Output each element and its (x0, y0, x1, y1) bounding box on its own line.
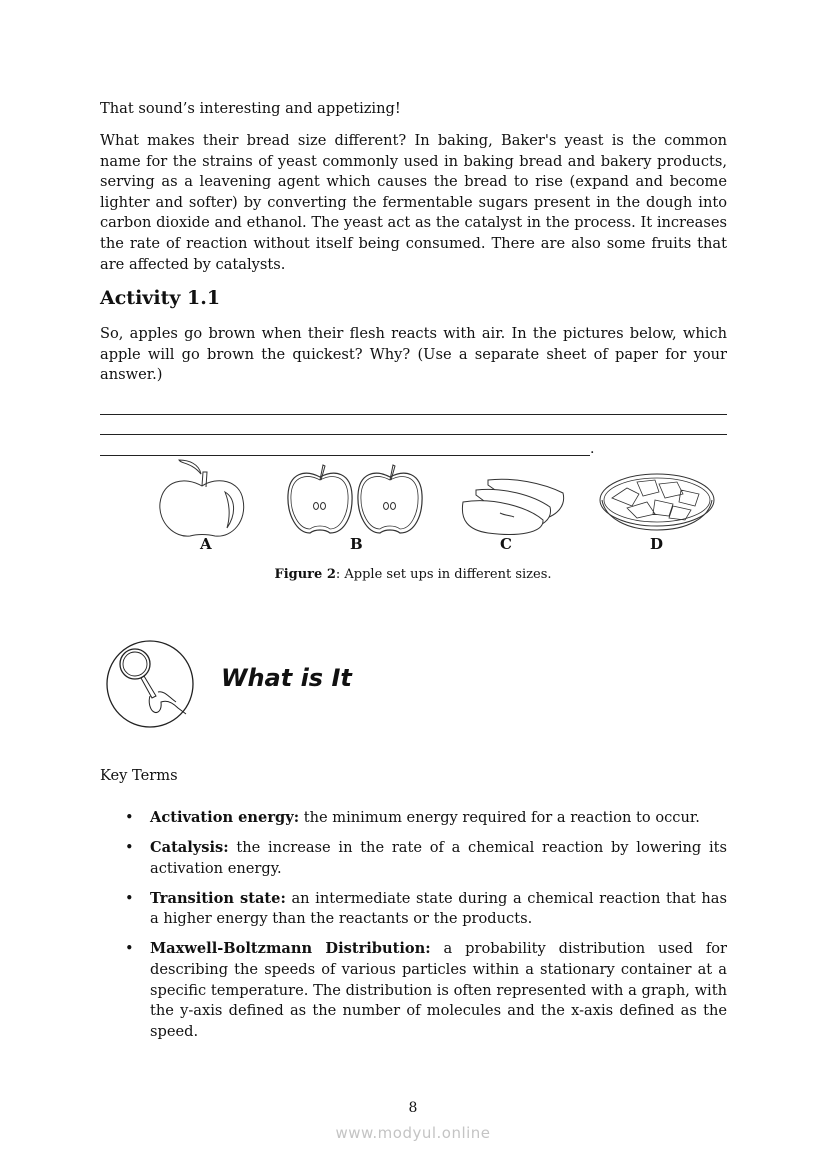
watermark-link[interactable]: www.modyul.online (335, 1124, 491, 1142)
answer-end-mark: . (590, 441, 595, 457)
term-definition: the minimum energy required for a reaction to occur. (299, 809, 700, 826)
key-terms-list (100, 808, 727, 1052)
section-title: What is It (221, 664, 352, 692)
intro-paragraph: What makes their bread size different? In baking, Baker's yeast is the common name for the strains of yeast commonly used in baking bread and bakery products, serving as a leavening agent which causes the bread to rise (expand and become lighter and softer) by converting the fermentable sugars present in the dough into carbon dioxide and ethanol. The yeast act as the catalyst in the process. It increases the rate of reaction without itself being consumed. There are also some fruits that are affected by catalysts. (100, 132, 727, 273)
bullet-icon: • (125, 940, 134, 958)
key-terms-heading: Key Terms (100, 767, 178, 784)
bullet-icon: • (125, 839, 134, 857)
term-definition: an intermediate state during a chemical reaction that has a higher energy than the reactants or the products. (150, 889, 728, 928)
term-label: Transition state: (150, 889, 286, 907)
figure-label-b: B (350, 535, 363, 553)
list-item (100, 808, 727, 829)
figure-caption-text: : Apple set ups in different sizes. (335, 567, 552, 582)
apple-slices-icon (458, 475, 568, 540)
list-item (100, 838, 727, 879)
magnifying-glass-icon (106, 640, 196, 730)
figure-label-c: C (500, 535, 512, 553)
list-item (100, 889, 727, 930)
apple-pieces-bowl-icon (597, 470, 717, 535)
answer-line-3[interactable] (100, 455, 590, 456)
figure-label-d: D (650, 535, 664, 553)
term-definition: the increase in the rate of a chemical reaction by lowering its activation energy. (150, 839, 727, 877)
activity-title: Activity 1.1 (100, 287, 221, 309)
figure-label-a: A (200, 535, 212, 553)
figure-caption-number: Figure 2 (274, 567, 336, 582)
term-definition: a probability distribution used for describing the speeds of various particles within a stationary container at a specific temperature. The distribution is often represented with a graph, with the y-axis defined as the number of molecules and the x-axis defined as the speed. (150, 940, 727, 1040)
intro-line: That sound’s interesting and appetizing! (100, 100, 401, 117)
term-label: Catalysis: (150, 839, 229, 857)
term-label: Activation energy: (150, 809, 300, 826)
bullet-icon: • (125, 809, 134, 826)
bullet-icon: • (125, 889, 134, 907)
answer-line-1[interactable] (100, 414, 727, 415)
apple-halves-icon (285, 463, 425, 538)
apple-whole-icon (155, 458, 250, 543)
term-label: Maxwell-Boltzmann Distribution: (150, 940, 431, 958)
activity-prompt: So, apples go brown when their flesh reacts with air. In the pictures below, which apple will go brown the quickest? Why? (Use a separate sheet of paper for your answer.) (100, 325, 727, 384)
figure-caption (0, 567, 826, 582)
page-number: 8 (408, 1100, 418, 1116)
answer-line-2[interactable] (100, 434, 727, 435)
list-item (100, 939, 727, 1042)
